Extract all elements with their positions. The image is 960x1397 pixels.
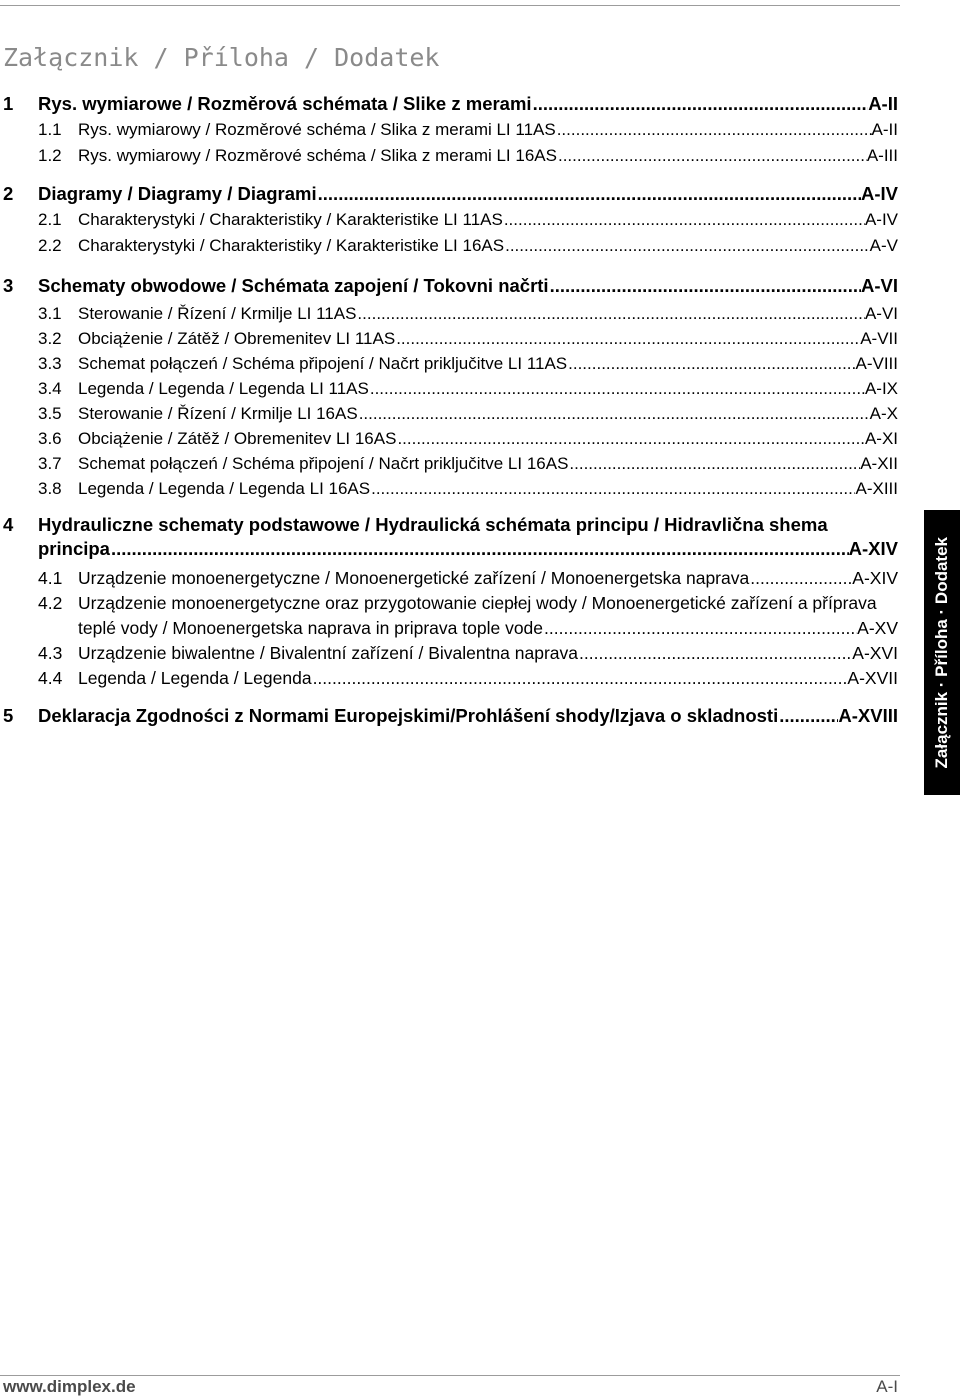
dot-leader xyxy=(356,301,865,326)
toc-entry xyxy=(3,301,898,326)
entry-title: Charakterystyki / Charakteristiky / Karakteristike LI 11AS xyxy=(78,210,503,229)
toc-entry xyxy=(3,591,898,641)
toc-section xyxy=(3,273,898,501)
dot-leader xyxy=(578,641,852,666)
footer-page-number: A-I xyxy=(876,1377,898,1396)
heading-title: Deklaracja Zgodności z Normami Europejskimi/Prohlášení shody/Izjava o skladnosti xyxy=(38,705,779,726)
dot-leader xyxy=(369,376,865,401)
toc-section xyxy=(3,703,898,729)
toc-section xyxy=(3,181,898,259)
entry-page-number: A-IX xyxy=(864,379,898,398)
entry-page-number: A-XI xyxy=(864,429,898,448)
entry-number: 4.2 xyxy=(38,593,63,613)
dot-leader xyxy=(557,143,867,169)
entry-title: Rys. wymiarowy / Rozměrové schéma / Slika z merami LI 16AS xyxy=(78,146,557,165)
entry-number: 4.4 xyxy=(38,668,63,688)
heading-title: Schematy obwodowe / Schémata zapojení / Tokovni načrti xyxy=(38,275,549,296)
toc-subentries xyxy=(3,566,898,691)
entry-page-number: A-XV xyxy=(857,618,898,638)
toc-heading xyxy=(3,91,898,117)
toc-heading xyxy=(3,513,898,561)
entry-page-number: A-XVII xyxy=(847,668,898,688)
entry-title: Schemat połączeń / Schéma připojení / Načrt priključitve LI 11AS xyxy=(78,354,568,373)
heading-title: Diagramy / Diagramy / Diagrami xyxy=(38,183,317,204)
dot-leader xyxy=(110,537,849,561)
toc-entry xyxy=(3,401,898,426)
heading-number: 4 xyxy=(3,514,14,535)
toc-heading xyxy=(3,181,898,207)
entry-title: Rys. wymiarowy / Rozměrové schéma / Slika z merami LI 11AS xyxy=(78,120,556,139)
toc-entry xyxy=(3,326,898,351)
entry-page-number: A-VII xyxy=(860,329,898,348)
dot-leader xyxy=(778,703,838,729)
bottom-rule xyxy=(0,1375,900,1376)
entry-number: 3.7 xyxy=(38,454,62,473)
entry-number: 3.6 xyxy=(38,429,62,448)
entry-number: 3.3 xyxy=(38,354,62,373)
toc-entry xyxy=(3,476,898,501)
heading-page-number: A-II xyxy=(868,93,898,114)
table-of-contents xyxy=(3,91,898,729)
toc-entry xyxy=(3,566,898,591)
dot-leader xyxy=(749,566,852,591)
dot-leader xyxy=(395,326,860,351)
toc-subentries xyxy=(3,207,898,259)
toc-entry xyxy=(3,666,898,691)
dot-leader xyxy=(370,476,855,501)
entry-page-number: A-IV xyxy=(864,210,898,229)
heading-title: Rys. wymiarowe / Rozměrová schémata / Slike z merami xyxy=(38,93,532,114)
heading-title: Hydrauliczne schematy podstawowe / Hydraulická schémata principu / Hidravlična shema xyxy=(38,514,828,535)
heading-number: 1 xyxy=(3,93,14,114)
entry-page-number: A-III xyxy=(866,146,898,165)
entry-line xyxy=(3,616,898,641)
toc-section xyxy=(3,513,898,691)
entry-title: Obciążenie / Zátěž / Obremenitev LI 11AS xyxy=(78,329,396,348)
entry-title: Urządzenie biwalentne / Bivalentní zařízení / Bivalentna naprava xyxy=(78,643,579,663)
toc-heading xyxy=(3,703,898,729)
toc-heading xyxy=(3,273,898,299)
entry-number: 1.1 xyxy=(38,120,62,139)
heading-number: 5 xyxy=(3,705,14,726)
entry-page-number: A-X xyxy=(869,404,898,423)
heading-line xyxy=(3,513,898,537)
heading-page-number: A-IV xyxy=(861,183,898,204)
dot-leader xyxy=(543,616,857,641)
entry-title: Obciążenie / Zátěž / Obremenitev LI 16AS xyxy=(78,429,397,448)
toc-entry xyxy=(3,143,898,169)
heading-page-number: A-XIV xyxy=(848,538,898,559)
toc-entry xyxy=(3,426,898,451)
entry-title: Legenda / Legenda / Legenda LI 11AS xyxy=(78,379,369,398)
dot-leader xyxy=(312,666,848,691)
side-tab-label: Załącznik · Příloha · Dodatek xyxy=(932,536,951,769)
toc-entry xyxy=(3,117,898,143)
dot-leader xyxy=(317,181,861,207)
entry-page-number: A-VI xyxy=(864,304,898,323)
entry-title: Sterowanie / Řízení / Krmilje LI 16AS xyxy=(78,404,358,423)
heading-page-number: A-VI xyxy=(861,275,898,296)
toc-entry xyxy=(3,233,898,259)
page-title: Załącznik / Příloha / Dodatek xyxy=(3,43,440,72)
heading-page-number: A-XVIII xyxy=(838,705,898,726)
toc-subentries xyxy=(3,301,898,501)
entry-title: Legenda / Legenda / Legenda xyxy=(78,668,312,688)
entry-number: 1.2 xyxy=(38,146,62,165)
footer-website-link[interactable]: www.dimplex.de xyxy=(3,1377,136,1396)
dot-leader xyxy=(358,401,870,426)
entry-number: 2.2 xyxy=(38,236,62,255)
entry-line xyxy=(3,591,898,616)
entry-title: Urządzenie monoenergetyczne / Monoenergetické zařízení / Monoenergetska naprava xyxy=(78,568,750,588)
entry-title: Sterowanie / Řízení / Krmilje LI 11AS xyxy=(78,304,357,323)
entry-page-number: A-XIV xyxy=(852,568,898,588)
entry-title: teplé vody / Monoenergetska naprava in priprava tople vode xyxy=(78,618,544,638)
dot-leader xyxy=(532,91,869,117)
top-rule xyxy=(0,5,900,6)
entry-page-number: A-VIII xyxy=(855,354,898,373)
entry-title: Legenda / Legenda / Legenda LI 16AS xyxy=(78,479,371,498)
entry-number: 2.1 xyxy=(38,210,62,229)
dot-leader xyxy=(396,426,865,451)
heading-line xyxy=(3,537,898,561)
entry-number: 3.5 xyxy=(38,404,62,423)
entry-number: 4.3 xyxy=(38,643,63,663)
heading-title: principa xyxy=(38,538,110,559)
heading-number: 3 xyxy=(3,275,14,296)
heading-number: 2 xyxy=(3,183,14,204)
entry-number: 3.1 xyxy=(38,304,62,323)
toc-section xyxy=(3,91,898,169)
entry-number: 4.1 xyxy=(38,568,63,588)
entry-number: 3.4 xyxy=(38,379,62,398)
dot-leader xyxy=(503,207,865,233)
entry-page-number: A-XII xyxy=(860,454,898,473)
dot-leader xyxy=(567,351,855,376)
toc-entry xyxy=(3,451,898,476)
toc-entry xyxy=(3,641,898,666)
entry-page-number: A-II xyxy=(871,120,898,139)
dot-leader xyxy=(556,117,872,143)
entry-title: Urządzenie monoenergetyczne oraz przygotowanie ciepłej wody / Monoenergetické zařízení a příprava xyxy=(78,593,877,613)
toc-entry xyxy=(3,376,898,401)
dot-leader xyxy=(504,233,870,259)
entry-page-number: A-V xyxy=(869,236,898,255)
entry-page-number: A-XVI xyxy=(852,643,898,663)
entry-title: Charakterystyki / Charakteristiky / Karakteristike LI 16AS xyxy=(78,236,505,255)
entry-title: Schemat połączeń / Schéma připojení / Načrt priključitve LI 16AS xyxy=(78,454,569,473)
dot-leader xyxy=(568,451,860,476)
dot-leader xyxy=(549,273,861,299)
entry-page-number: A-XIII xyxy=(855,479,898,498)
side-tab xyxy=(924,510,960,795)
entry-number: 3.2 xyxy=(38,329,62,348)
toc-entry xyxy=(3,207,898,233)
toc-entry xyxy=(3,351,898,376)
toc-subentries xyxy=(3,117,898,169)
entry-number: 3.8 xyxy=(38,479,62,498)
